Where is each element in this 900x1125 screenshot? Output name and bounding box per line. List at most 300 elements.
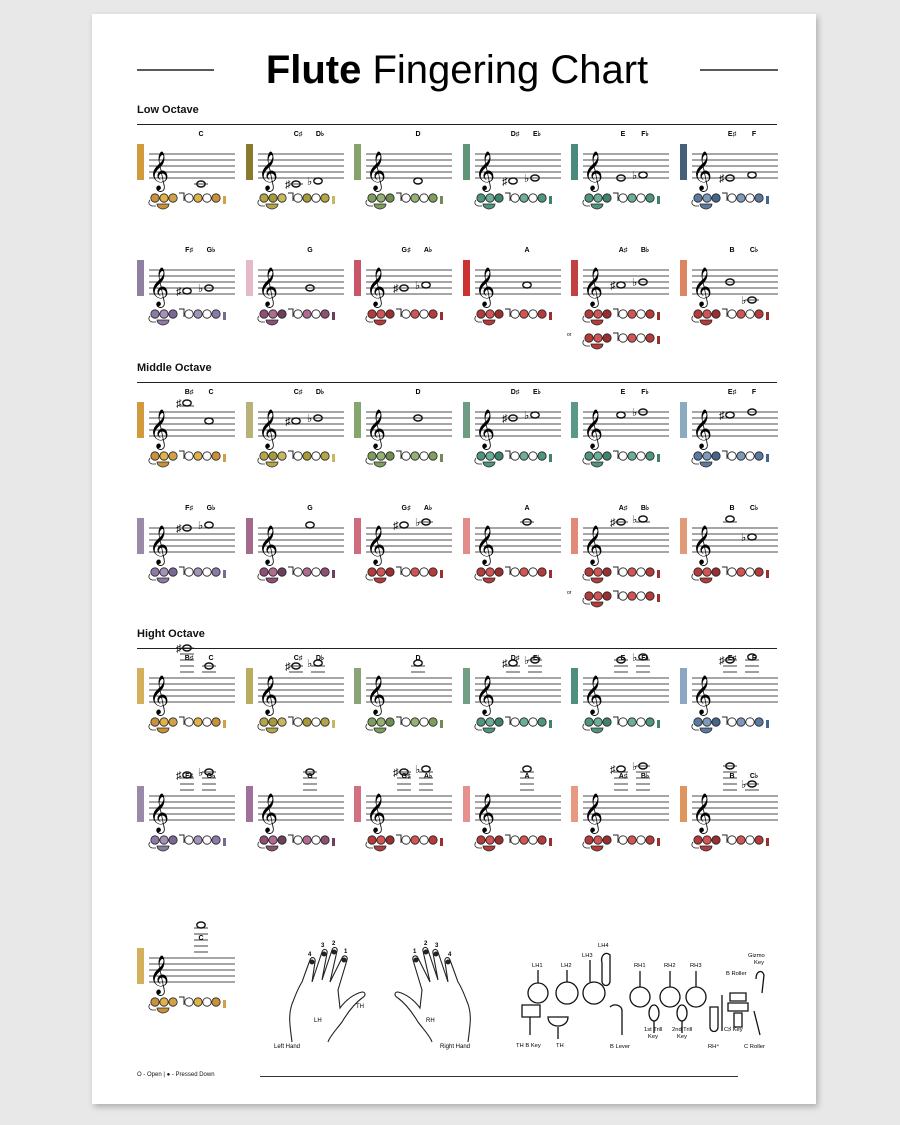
finger-key-dot — [420, 568, 428, 576]
finger-key-dot — [746, 718, 754, 726]
finger-key-dot — [402, 568, 410, 576]
finger-key-dot — [420, 452, 428, 460]
finger-key-dot — [538, 452, 546, 460]
label-rh-sup: RH⁴ — [708, 1044, 719, 1050]
finger-key-dot — [294, 718, 302, 726]
finger-key-dot — [429, 452, 437, 460]
finger-key-dot — [402, 718, 410, 726]
note-name: A — [524, 505, 530, 512]
finger-key-dot — [269, 836, 277, 844]
finger-key-dot — [694, 836, 702, 844]
finger-key-dot — [538, 836, 546, 844]
finger-key-dot — [151, 998, 159, 1006]
finger-key-dot — [160, 194, 168, 202]
treble-clef-icon: 𝄞 — [692, 676, 713, 714]
finger-key-dot — [260, 568, 268, 576]
finger-key-dot — [294, 836, 302, 844]
fingering-cell — [680, 242, 782, 352]
finger-key-dot — [486, 836, 494, 844]
fingering-cell — [680, 126, 782, 236]
finger-key-dot — [303, 452, 311, 460]
finger-key-dot — [151, 310, 159, 318]
finger-key-dot — [185, 836, 193, 844]
flat-icon: ♭ — [741, 295, 747, 307]
note-head — [306, 522, 314, 528]
finger-key-dot — [194, 836, 202, 844]
finger-key-dot — [628, 452, 636, 460]
note-name: D — [415, 131, 421, 138]
treble-clef-icon: 𝄞 — [583, 152, 604, 190]
note-name: D♭ — [315, 131, 325, 138]
cell-drawing — [463, 242, 565, 352]
finger-key-dot — [169, 310, 177, 318]
finger-key-dot — [712, 718, 720, 726]
key-rh1 — [630, 987, 650, 1007]
finger-key-dot — [728, 452, 736, 460]
finger-key-dot — [169, 568, 177, 576]
note-name: D♯ — [510, 389, 520, 396]
cell-drawing — [567, 242, 673, 352]
fingering-cell — [137, 242, 239, 352]
color-swatch — [680, 518, 687, 554]
color-swatch — [571, 668, 578, 704]
label-th: TH — [556, 1043, 564, 1049]
cell-drawing — [463, 384, 565, 494]
finger-key-dot — [628, 310, 636, 318]
finger-key-dot — [368, 452, 376, 460]
color-swatch — [680, 402, 687, 438]
finger-key-dot — [477, 836, 485, 844]
cell-drawing — [680, 650, 782, 760]
finger-key-dot — [486, 568, 494, 576]
cell-drawing — [354, 126, 456, 236]
finger-key-dot — [386, 194, 394, 202]
note-name: D♯ — [510, 655, 520, 662]
cell-drawing — [680, 126, 782, 236]
fingering-cell — [354, 650, 456, 760]
note-name: D♯ — [510, 131, 520, 138]
finger-key-dot — [637, 194, 645, 202]
left-finger-4: 4 — [308, 952, 312, 958]
color-swatch — [463, 402, 470, 438]
fingering-cell — [680, 650, 782, 760]
section-label-low: Low Octave — [137, 104, 199, 116]
flat-icon: ♭ — [632, 277, 638, 289]
color-swatch — [354, 786, 361, 822]
finger-key-dot — [185, 310, 193, 318]
color-swatch — [571, 260, 578, 296]
title-bold: Flute — [265, 48, 362, 92]
note-name: F♭ — [641, 655, 649, 662]
finger-key-dot — [737, 568, 745, 576]
key-th-b — [522, 1005, 540, 1017]
section-label-middle: Middle Octave — [137, 362, 212, 374]
note-name: C♭ — [749, 247, 759, 254]
label-trill2-b: Key — [677, 1034, 687, 1040]
note-name: A — [524, 773, 530, 780]
color-swatch — [137, 260, 144, 296]
finger-key-dot — [585, 194, 593, 202]
note-name: C♯ — [293, 131, 303, 138]
cell-drawing — [354, 764, 456, 878]
fingering-cell — [571, 761, 673, 878]
flat-icon: ♭ — [198, 283, 204, 295]
finger-key-dot — [203, 718, 211, 726]
finger-key-dot — [368, 718, 376, 726]
flat-icon: ♭ — [307, 413, 313, 425]
finger-key-dot — [755, 718, 763, 726]
footer-divider — [260, 1076, 738, 1077]
finger-key-dot — [321, 194, 329, 202]
note-name: C♭ — [749, 773, 759, 780]
finger-key-dot — [377, 452, 385, 460]
finger-key-dot — [628, 194, 636, 202]
finger-key-dot — [746, 836, 754, 844]
treble-clef-icon: 𝄞 — [258, 268, 279, 306]
fingering-cell — [680, 384, 782, 494]
finger-key-dot — [420, 310, 428, 318]
finger-key-dot — [212, 452, 220, 460]
cell-drawing — [354, 242, 456, 352]
finger-key-dot — [477, 718, 485, 726]
finger-key-dot — [203, 836, 211, 844]
cell-drawing — [246, 650, 348, 760]
note-head — [400, 522, 408, 528]
treble-clef-icon: 𝄞 — [366, 410, 387, 448]
cell-drawing — [354, 650, 456, 760]
sharp-icon: ♯ — [719, 655, 725, 667]
color-swatch — [246, 668, 253, 704]
label-trill1-b: Key — [648, 1034, 658, 1040]
treble-clef-icon: 𝄞 — [475, 794, 496, 832]
flat-icon: ♭ — [632, 407, 638, 419]
color-swatch — [680, 260, 687, 296]
finger-key-dot — [585, 310, 593, 318]
finger-key-dot — [594, 452, 602, 460]
label-lh3: LH3 — [582, 953, 593, 959]
note-head — [414, 178, 422, 184]
note-name: C — [208, 389, 214, 396]
finger-key-dot — [212, 718, 220, 726]
finger-key-dot — [637, 592, 645, 600]
treble-clef-icon: 𝄞 — [583, 526, 604, 564]
finger-key-dot — [429, 194, 437, 202]
finger-key-dot — [278, 836, 286, 844]
finger-key-dot — [637, 310, 645, 318]
cell-drawing — [680, 242, 782, 352]
flat-icon: ♭ — [415, 280, 421, 292]
finger-key-dot — [312, 452, 320, 460]
hands-diagram — [270, 938, 490, 1056]
treble-clef-icon: 𝄞 — [475, 676, 496, 714]
finger-key-dot — [619, 452, 627, 460]
note-head — [509, 178, 517, 184]
finger-key-dot — [637, 568, 645, 576]
finger-key-dot — [402, 310, 410, 318]
finger-key-dot — [637, 836, 645, 844]
treble-clef-icon: 𝄞 — [258, 410, 279, 448]
fingering-cell — [137, 930, 239, 1040]
finger-key-dot — [477, 452, 485, 460]
finger-key-dot — [520, 310, 528, 318]
finger-key-dot — [520, 836, 528, 844]
finger-key-dot — [194, 568, 202, 576]
note-name: E♭ — [533, 389, 541, 396]
finger-key-dot — [594, 310, 602, 318]
fingering-cell — [463, 384, 565, 494]
finger-key-dot — [637, 334, 645, 342]
sharp-icon: ♯ — [176, 643, 182, 655]
color-swatch — [680, 144, 687, 180]
note-name: D — [415, 655, 421, 662]
note-name: C♯ — [293, 389, 303, 396]
finger-key-dot — [712, 194, 720, 202]
note-name: E♯ — [727, 131, 737, 138]
finger-key-dot — [619, 310, 627, 318]
fingering-cell — [246, 500, 348, 610]
finger-key-dot — [486, 194, 494, 202]
left-finger-3: 3 — [321, 943, 325, 949]
finger-key-dot — [603, 718, 611, 726]
finger-key-dot — [151, 836, 159, 844]
treble-clef-icon: 𝄞 — [366, 794, 387, 832]
color-swatch — [246, 786, 253, 822]
cell-drawing — [137, 930, 239, 1040]
key-rh2 — [660, 987, 680, 1007]
flat-icon: ♭ — [524, 173, 530, 185]
note-name: C — [198, 935, 204, 942]
finger-key-dot — [429, 836, 437, 844]
finger-key-dot — [377, 568, 385, 576]
color-swatch — [137, 144, 144, 180]
label-lh1: LH1 — [532, 963, 543, 969]
label-th-b-key: TH B Key — [516, 1043, 541, 1049]
cell-drawing — [246, 384, 348, 494]
finger-key-dot — [160, 568, 168, 576]
finger-key-dot — [203, 568, 211, 576]
fingering-cell — [567, 242, 673, 352]
fingering-cell — [571, 650, 673, 760]
finger-key-dot — [486, 310, 494, 318]
finger-key-dot — [603, 452, 611, 460]
flat-icon: ♭ — [198, 520, 204, 532]
finger-key-dot — [646, 194, 654, 202]
note-name: D — [415, 389, 421, 396]
sharp-icon: ♯ — [610, 280, 616, 292]
finger-key-dot — [619, 836, 627, 844]
note-name: A♭ — [423, 505, 433, 512]
note-name: A — [524, 247, 530, 254]
key-trill1 — [649, 1005, 659, 1021]
finger-key-dot — [637, 452, 645, 460]
finger-key-dot — [312, 568, 320, 576]
label-b-lever: B Lever — [610, 1044, 630, 1050]
finger-key-dot — [420, 836, 428, 844]
cell-drawing — [680, 768, 782, 878]
finger-key-dot — [646, 718, 654, 726]
right-finger-2: 2 — [424, 941, 428, 947]
note-name: G — [307, 773, 313, 780]
treble-clef-icon: 𝄞 — [583, 410, 604, 448]
finger-key-dot — [303, 568, 311, 576]
treble-clef-icon: 𝄞 — [475, 410, 496, 448]
finger-key-dot — [185, 452, 193, 460]
sharp-icon: ♯ — [176, 770, 182, 782]
finger-key-dot — [312, 836, 320, 844]
finger-key-dot — [294, 568, 302, 576]
finger-key-dot — [712, 836, 720, 844]
finger-key-dot — [386, 718, 394, 726]
sharp-icon: ♯ — [393, 520, 399, 532]
finger-key-dot — [386, 310, 394, 318]
flat-icon: ♭ — [415, 764, 421, 776]
finger-key-dot — [712, 452, 720, 460]
fingering-cell — [680, 500, 782, 610]
finger-key-dot — [203, 998, 211, 1006]
left-finger-1: 1 — [344, 949, 348, 955]
sharp-icon: ♯ — [610, 764, 616, 776]
finger-key-dot — [411, 718, 419, 726]
note-name: B♯ — [184, 389, 194, 396]
finger-key-dot — [646, 334, 654, 342]
treble-clef-icon: 𝄞 — [692, 268, 713, 306]
fingering-cell — [137, 384, 239, 494]
finger-key-dot — [585, 452, 593, 460]
finger-key-dot — [746, 310, 754, 318]
treble-clef-icon: 𝄞 — [475, 268, 496, 306]
left-finger-2: 2 — [332, 941, 336, 947]
note-name: F — [751, 655, 757, 662]
note-head — [748, 172, 756, 178]
finger-key-dot — [495, 194, 503, 202]
finger-key-dot — [520, 194, 528, 202]
treble-clef-icon: 𝄞 — [149, 676, 170, 714]
color-swatch — [680, 786, 687, 822]
cell-drawing — [137, 126, 239, 236]
finger-key-dot — [594, 592, 602, 600]
note-name: E♭ — [533, 655, 541, 662]
flat-icon: ♭ — [198, 767, 204, 779]
finger-key-dot — [169, 718, 177, 726]
color-swatch — [137, 402, 144, 438]
finger-key-dot — [151, 194, 159, 202]
finger-key-dot — [260, 194, 268, 202]
flat-icon: ♭ — [741, 532, 747, 544]
fingering-cell — [246, 768, 348, 878]
note-name: G♭ — [206, 773, 216, 780]
finger-key-dot — [368, 568, 376, 576]
note-name: E — [620, 131, 626, 138]
color-swatch — [463, 518, 470, 554]
finger-key-dot — [529, 718, 537, 726]
sharp-icon: ♯ — [502, 658, 508, 670]
finger-key-dot — [728, 718, 736, 726]
finger-key-dot — [703, 452, 711, 460]
finger-key-dot — [203, 452, 211, 460]
finger-key-dot — [303, 836, 311, 844]
finger-key-dot — [386, 836, 394, 844]
finger-key-dot — [520, 568, 528, 576]
finger-key-dot — [746, 194, 754, 202]
finger-key-dot — [619, 194, 627, 202]
note-head — [617, 412, 625, 418]
label-c-roller: C Roller — [744, 1044, 765, 1050]
finger-key-dot — [529, 310, 537, 318]
chart-title — [0, 0, 900, 92]
note-name: B — [729, 247, 735, 254]
finger-key-dot — [511, 568, 519, 576]
fingering-cell — [680, 768, 782, 878]
finger-key-dot — [269, 568, 277, 576]
finger-key-dot — [737, 718, 745, 726]
fingering-cell — [354, 242, 456, 352]
label-lh2: LH2 — [561, 963, 572, 969]
finger-key-dot — [737, 836, 745, 844]
finger-key-dot — [212, 310, 220, 318]
note-head — [726, 412, 734, 418]
note-name: G♯ — [401, 505, 411, 512]
finger-key-dot — [603, 592, 611, 600]
finger-key-dot — [511, 310, 519, 318]
color-swatch — [571, 518, 578, 554]
finger-key-dot — [294, 452, 302, 460]
finger-key-dot — [260, 836, 268, 844]
right-palm-label: RH — [426, 1018, 435, 1024]
finger-key-dot — [411, 836, 419, 844]
fingering-cell — [463, 650, 565, 760]
flat-icon: ♭ — [524, 410, 530, 422]
treble-clef-icon: 𝄞 — [692, 410, 713, 448]
finger-key-dot — [712, 310, 720, 318]
finger-key-dot — [511, 194, 519, 202]
finger-key-dot — [495, 836, 503, 844]
sharp-icon: ♯ — [610, 517, 616, 529]
finger-key-dot — [703, 194, 711, 202]
label-trill2-a: 2nd Trill — [672, 1027, 693, 1033]
key-th — [548, 1017, 568, 1026]
flute-keys-diagram — [510, 935, 780, 1055]
color-swatch — [246, 402, 253, 438]
cell-drawing — [354, 500, 456, 610]
note-name: B♭ — [640, 247, 650, 254]
flat-icon: ♭ — [307, 176, 313, 188]
treble-clef-icon: 𝄞 — [583, 794, 604, 832]
cell-drawing — [246, 242, 348, 352]
finger-key-dot — [269, 310, 277, 318]
cell-drawing — [137, 643, 239, 760]
note-name: D♭ — [315, 655, 325, 662]
sharp-icon: ♯ — [719, 173, 725, 185]
flat-icon: ♭ — [415, 517, 421, 529]
finger-key-dot — [603, 836, 611, 844]
finger-key-dot — [746, 452, 754, 460]
cell-drawing — [571, 761, 673, 878]
cell-drawing — [571, 384, 673, 494]
finger-key-dot — [269, 194, 277, 202]
finger-key-dot — [755, 568, 763, 576]
finger-key-dot — [420, 718, 428, 726]
fingering-cell — [567, 500, 673, 610]
right-hand-drawing — [395, 947, 470, 1042]
finger-key-dot — [594, 334, 602, 342]
note-head — [314, 178, 322, 184]
section-divider — [137, 382, 777, 383]
note-name: G♯ — [401, 773, 411, 780]
note-name: B♭ — [640, 773, 650, 780]
flat-icon: ♭ — [632, 170, 638, 182]
svg-text:Flute Fingering Chart — [266, 48, 648, 92]
finger-key-dot — [646, 568, 654, 576]
